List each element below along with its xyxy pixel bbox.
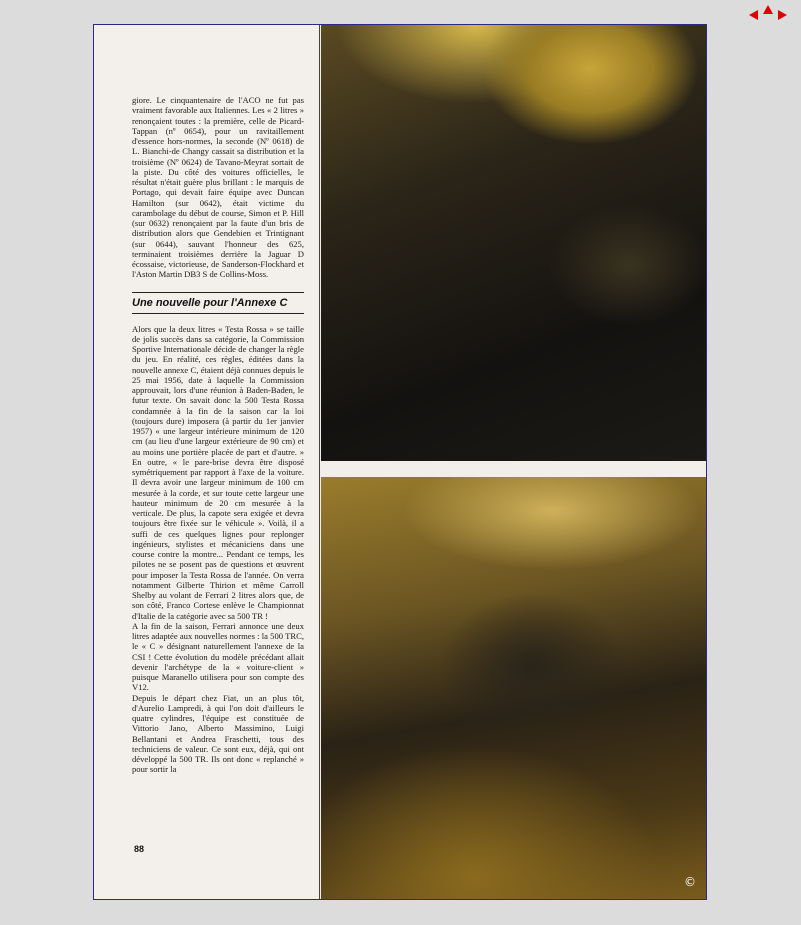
page-navigation bbox=[747, 4, 791, 24]
section-heading: Une nouvelle pour l'Annexe C bbox=[132, 292, 304, 314]
text-column bbox=[94, 25, 320, 899]
up-arrow-icon[interactable] bbox=[763, 5, 773, 14]
previous-page-arrow-icon[interactable] bbox=[749, 10, 758, 20]
article-paragraph-4: Depuis le départ chez Fiat, un an plus tôt, d'Aurelio Lampredi, à qui l'on doit d'ailleurs le quatre cylindres, l'équipe est constituée de Vittorio Jano, Alberto Massimino, Luigi Bellantani et Andrea Fraschetti, tous des techniciens de valeur. Ce sont eux, déjà, qui ont développé la 500 TR. Ils ont donc « replanché » pour sortir la bbox=[132, 692, 304, 775]
copyright-mark: © bbox=[684, 875, 696, 889]
page-number: 88 bbox=[134, 844, 145, 854]
article-paragraph-1: giore. Le cinquantenaire de l'ACO ne fut pas vraiment favorable aux Italiennes. Les « 2 litres » renonçaient toutes : la première, celle de Picard-Tappan (nº 0654), pour un ravitaillement d'essence hors-normes, la seconde (Nº 0618) de L. Bianchi-de Changy cassait sa distribution et la troisième (Nº 0624) de Tavano-Meyrat sortait de la piste. Du côté des voitures officielles, le résultat n'était guère plus brillant : le marquis de Portago, qui devait faire équipe avec Duncan Hamilton (sur 0642), était victime du carambolage du début de course, Simon et P. Hill (sur 0632) renonçaient par la faute d'un bris de distribution alors que Gendebien et Trintignant (sur 0644), sauvant l'honneur des 625, terminaient troisièmes derrière la Jaguar D écossaise, victorieuse, de Sanderson-Flockhard et l'Aston Martin DB3 S de Collins-Moss. bbox=[132, 95, 304, 280]
next-page-arrow-icon[interactable] bbox=[778, 10, 787, 20]
magazine-page bbox=[93, 24, 707, 900]
cockpit-photo-top bbox=[321, 25, 706, 461]
cockpit-photo-bottom bbox=[321, 477, 706, 899]
article-paragraph-2: Alors que la deux litres « Testa Rossa » se taille de jolis succès dans sa catégorie, la Commission Sportive Internationale décide de changer la règle du jeu. En réalité, ces règles, éditées dans la nouvelle annexe C, étaient déjà connues depuis le 25 mai 1956, date à laquelle la Commission approuvait, lors d'une réunion à Baden-Baden, le futur texte. On savait donc la 500 Testa Rossa condamnée à la fin de la saison car la loi (toujours dure) imposera (à partir du 1er janvier 1957) « une largeur intérieure minimum de 120 cm (au lieu d'une largeur extérieure de 90 cm) et au moins une portière placée de part et d'autre. » En outre, « le pare-brise devra être disposé symétriquement par rapport à l'axe de la voiture. Il devra avoir une largeur minimum de 100 cm mesurée à la corde, et sur toute cette largeur une hauteur minimum de 20 cm mesurée à la verticale. De plus, la capote sera exigée et devra toujours être fixée sur le véhicule ». Voilà, il a suffi de ces quelques lignes pour replonger ingénieurs, stylistes et mécaniciens dans une course contre la montre... Pendant ce temps, les pilotes ne se posent pas de questions et œuvrent pour imposer la Testa Rossa de l'année. On verra notamment Gilberte Thirion et même Carroll Shelby au volant de Ferrari 2 litres alors que, de son côté, Franco Cortese enlève le Championnat d'Italie de la catégorie avec sa 500 TR ! bbox=[132, 323, 304, 621]
article-body bbox=[132, 95, 304, 775]
article-paragraph-3: A la fin de la saison, Ferrari annonce une deux litres adaptée aux nouvelles normes : la 500 TRC, le « C » désignant naturellement l'annexe de la CSI ! Cette évolution du modèle précédant allait devenir l'archétype de la « voiture-client » puisque Maranello utilisera pour son compte des V12. bbox=[132, 620, 304, 693]
column-divider bbox=[319, 25, 320, 899]
